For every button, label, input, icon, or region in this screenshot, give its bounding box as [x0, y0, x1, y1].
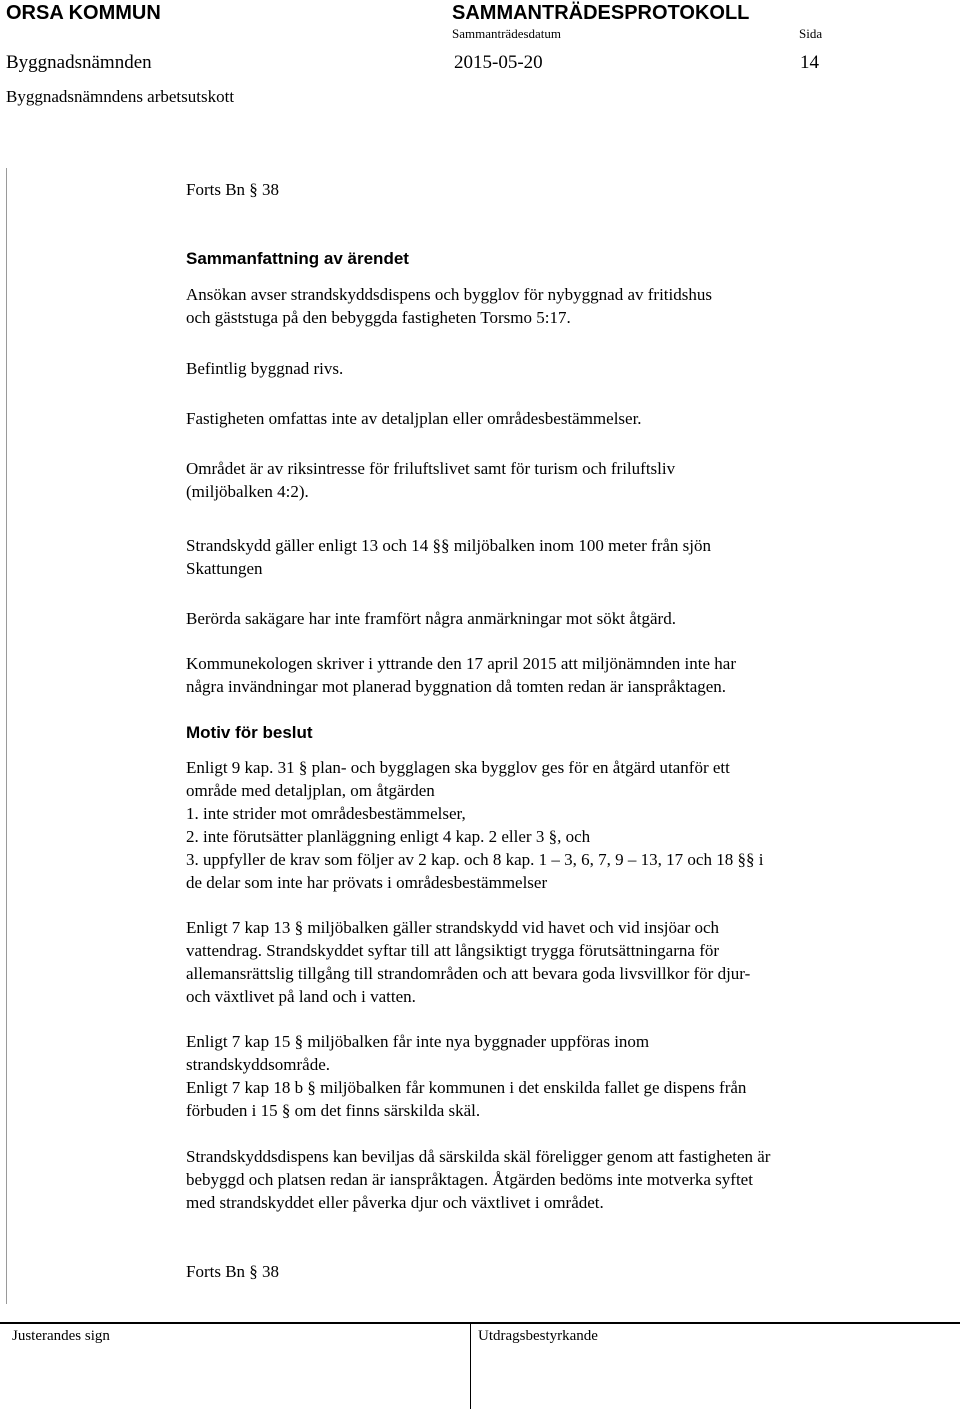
- summary-paragraph-2: Befintlig byggnad rivs.: [186, 359, 344, 378]
- motiv-paragraph-2: [186, 916, 750, 1008]
- text-line: Enligt 7 kap 13 § miljöbalken gäller strandskydd vid havet och vid insjöar och: [186, 918, 720, 937]
- summary-paragraph-5: [186, 534, 711, 580]
- margin-line: [6, 168, 7, 1304]
- motiv-paragraph-4: [186, 1145, 770, 1214]
- page-number: 14: [800, 52, 819, 73]
- text-line: Enligt 7 kap 15 § miljöbalken får inte nya byggnader uppföras inom: [186, 1032, 650, 1051]
- org-name: ORSA KOMMUN: [6, 2, 161, 24]
- text-line: och gäststuga på den bebyggda fastigheten Torsmo 5:17.: [186, 308, 571, 327]
- text-line: (miljöbalken 4:2).: [186, 482, 309, 501]
- footer-divider: [470, 1322, 471, 1409]
- motiv-heading: Motiv för beslut: [186, 723, 313, 742]
- text-line: Kommunekologen skriver i yttrande den 17 april 2015 att miljönämnden inte har: [186, 654, 737, 673]
- text-line: med strandskyddet eller påverka djur och växtlivet i området.: [186, 1193, 604, 1212]
- text-line: Skattungen: [186, 559, 263, 578]
- utdragsbestyrkande-label: Utdragsbestyrkande: [478, 1328, 598, 1344]
- text-line: område med detaljplan, om åtgärden: [186, 781, 435, 800]
- text-line: 2. inte förutsätter planläggning enligt 4 kap. 2 eller 3 §, och: [186, 827, 591, 846]
- summary-paragraph-6: Berörda sakägare har inte framfört några anmärkningar mot sökt åtgärd.: [186, 609, 676, 628]
- motiv-paragraph-1: [186, 756, 763, 894]
- committee-name: Byggnadsnämndens arbetsutskott: [6, 87, 235, 106]
- forts-reference-top: Forts Bn § 38: [186, 180, 280, 199]
- date-caption: Sammanträdesdatum: [452, 26, 562, 41]
- document-type: SAMMANTRÄDESPROTOKOLL: [452, 2, 750, 24]
- text-line: Enligt 9 kap. 31 § plan- och bygglagen ska bygglov ges för en åtgärd utanför ett: [186, 758, 730, 777]
- text-line: de delar som inte har prövats i områdesbestämmelser: [186, 873, 548, 892]
- body-name: Byggnadsnämnden: [6, 52, 152, 73]
- summary-paragraph-7: [186, 652, 736, 698]
- footer-rule: [0, 1322, 960, 1324]
- meeting-date: 2015-05-20: [454, 52, 543, 73]
- text-line: bebyggd och platsen redan är ianspråktagen. Åtgärden bedöms inte motverka syftet: [186, 1170, 753, 1189]
- page-caption: Sida: [799, 26, 823, 41]
- text-line: Området är av riksintresse för friluftslivet samt för turism och friluftsliv: [186, 459, 676, 478]
- text-line: och växtlivet på land och i vatten.: [186, 987, 416, 1006]
- text-line: Strandskydd gäller enligt 13 och 14 §§ miljöbalken inom 100 meter från sjön: [186, 536, 712, 555]
- text-line: förbuden i 15 § om det finns särskilda skäl.: [186, 1101, 481, 1120]
- summary-paragraph-3: Fastigheten omfattas inte av detaljplan eller områdesbestämmelser.: [186, 409, 642, 428]
- text-line: 3. uppfyller de krav som följer av 2 kap. och 8 kap. 1 – 3, 6, 7, 9 – 13, 17 och 18 §§ i: [186, 850, 764, 869]
- text-line: allemansrättslig tillgång till strandområden och att bevara goda livsvillkor för djur-: [186, 964, 751, 983]
- text-line: några invändningar mot planerad byggnation då tomten redan är ianspråktagen.: [186, 677, 727, 696]
- summary-heading: Sammanfattning av ärendet: [186, 249, 409, 268]
- motiv-paragraph-3: [186, 1030, 746, 1122]
- text-line: vattendrag. Strandskyddet syftar till att långsiktigt trygga förutsättningarna för: [186, 941, 720, 960]
- text-line: Enligt 7 kap 18 b § miljöbalken får kommunen i det enskilda fallet ge dispens från: [186, 1078, 747, 1097]
- text-line: strandskyddsområde.: [186, 1055, 331, 1074]
- forts-reference-bottom: Forts Bn § 38: [186, 1262, 280, 1281]
- summary-paragraph-4: [186, 457, 675, 503]
- justerandes-sign-label: Justerandes sign: [12, 1328, 110, 1344]
- text-line: 1. inte strider mot områdesbestämmelser,: [186, 804, 466, 823]
- text-line: Strandskyddsdispens kan beviljas då särskilda skäl föreligger genom att fastigheten är: [186, 1147, 771, 1166]
- summary-paragraph-1: [186, 283, 712, 329]
- text-line: Ansökan avser strandskyddsdispens och bygglov för nybyggnad av fritidshus: [186, 285, 712, 304]
